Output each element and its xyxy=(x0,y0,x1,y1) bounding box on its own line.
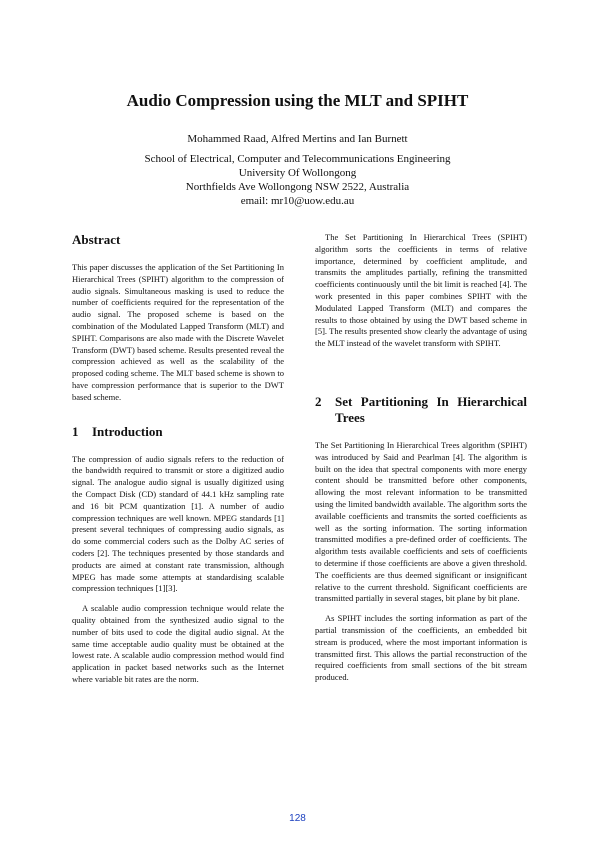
intro-paragraph-2: A scalable audio compression technique would relate the quality obtained from the synthesized audio signal to the number of bits used to code the digital audio signal. At the same time acceptable audio quality must be obtained at the lowest rate. A scalable audio compression method would find application in packet based networks such as the Internet where variable bit rates are the norm. xyxy=(72,603,284,684)
page-number: 128 xyxy=(289,813,306,824)
intro-section-number: 1 xyxy=(72,423,79,439)
affiliation-block xyxy=(0,152,595,208)
affiliation-email: email: mr10@uow.edu.au xyxy=(240,195,355,207)
intro-continued-paragraph: The Set Partitioning In Hierarchical Trees (SPIHT) algorithm sorts the coefficients in terms of relative importance, determined by coefficient amplitude, and transmits the amplitudes partially, refining the transmitted coefficients continuously until the bit limit is reached [4]. The work presented in this paper combines SPIHT with the Modulated Lapped Transform (MLT) and compares the results to those obtained by using the DWT based scheme in [5]. The results presented show clearly the advantage of using the MLT instead of the wavelet transform with SPIHT. xyxy=(315,232,527,349)
right-column xyxy=(315,232,527,684)
intro-heading xyxy=(72,424,284,440)
intro-section-title: Introduction xyxy=(92,423,163,439)
affiliation-address: Northfields Ave Wollongong NSW 2522, Australia xyxy=(185,181,410,193)
author-list: Mohammed Raad, Alfred Mertins and Ian Burnett xyxy=(187,133,408,145)
spiht-section-number: 2 xyxy=(315,393,322,409)
abstract-heading: Abstract xyxy=(72,232,121,247)
affiliation-university: University Of Wollongong xyxy=(238,167,357,179)
spiht-heading xyxy=(315,394,527,426)
affiliation-school: School of Electrical, Computer and Telecommunications Engineering xyxy=(144,153,451,165)
spiht-paragraph-1: The Set Partitioning In Hierarchical Trees algorithm (SPIHT) was introduced by Said and Pearlman [4]. The algorithm is built on the idea that spectral components with more energy content should be transmitted before other components, allowing the most relevant information to be transmitted using the limited bandwidth available. The algorithm sorts the available coefficients and transmits the sorted coefficients as well as the sorting information. The sorting information transmitted modifies a pre-defined order of coefficients. The algorithm tests available coefficients and sets of coefficients to determine if those coefficients are above a given threshold. The coefficients are thus deemed significant or insignificant relative to the current threshold. Significant coefficients are transmitted partially in several stages, bit plane by bit plane. xyxy=(315,439,527,604)
spiht-section-title: Set Partitioning In Hierarchical Trees xyxy=(335,393,527,425)
abstract-text: This paper discusses the application of the Set Partitioning In Hierarchical Trees (SPIHT) algorithm to the compression of audio signals. Simultaneous masking is used to reduce the number of coefficients required for the representation of the audio signal. The proposed scheme is based on the combination of the Modulated Lapped Transform (MLT) and SPIHT. Comparisons are also made with the Discrete Wavelet Transform (DWT) based scheme. Results presented reveal the compression achieved as well as the scalability of the proposed coding scheme. The MLT based scheme is shown to have compression performance that is superior to the DWT based scheme. xyxy=(72,262,284,402)
paper-title: Audio Compression using the MLT and SPIHT xyxy=(126,91,469,110)
spiht-paragraph-2: As SPIHT includes the sorting information as part of the partial transmission of the coefficients, an embedded bit stream is produced, where the most important information is transmitted first. This allows the partial reconstruction of the required coefficients from small sections of the bit stream produced. xyxy=(315,613,527,683)
left-column xyxy=(72,232,284,686)
intro-paragraph-1: The compression of audio signals refers to the reduction of the bandwidth required to transmit or store a digitized audio signal. The analogue audio signal is usually digitized using the Compact Disk (CD) standard of 44.1 kHz sampling rate and 16 bit PCM quantization [1]. A number of audio compression techniques are well known. MPEG standards [1] present several techniques of compressing audio signals, as do some commercial coders such as the Dolby AC series of coders [2]. The techniques presented by those standards and products are aimed at constant rate transmission, although MPEG has made some attempts at standardising scalable compression techniques [1][3]. xyxy=(72,453,284,594)
